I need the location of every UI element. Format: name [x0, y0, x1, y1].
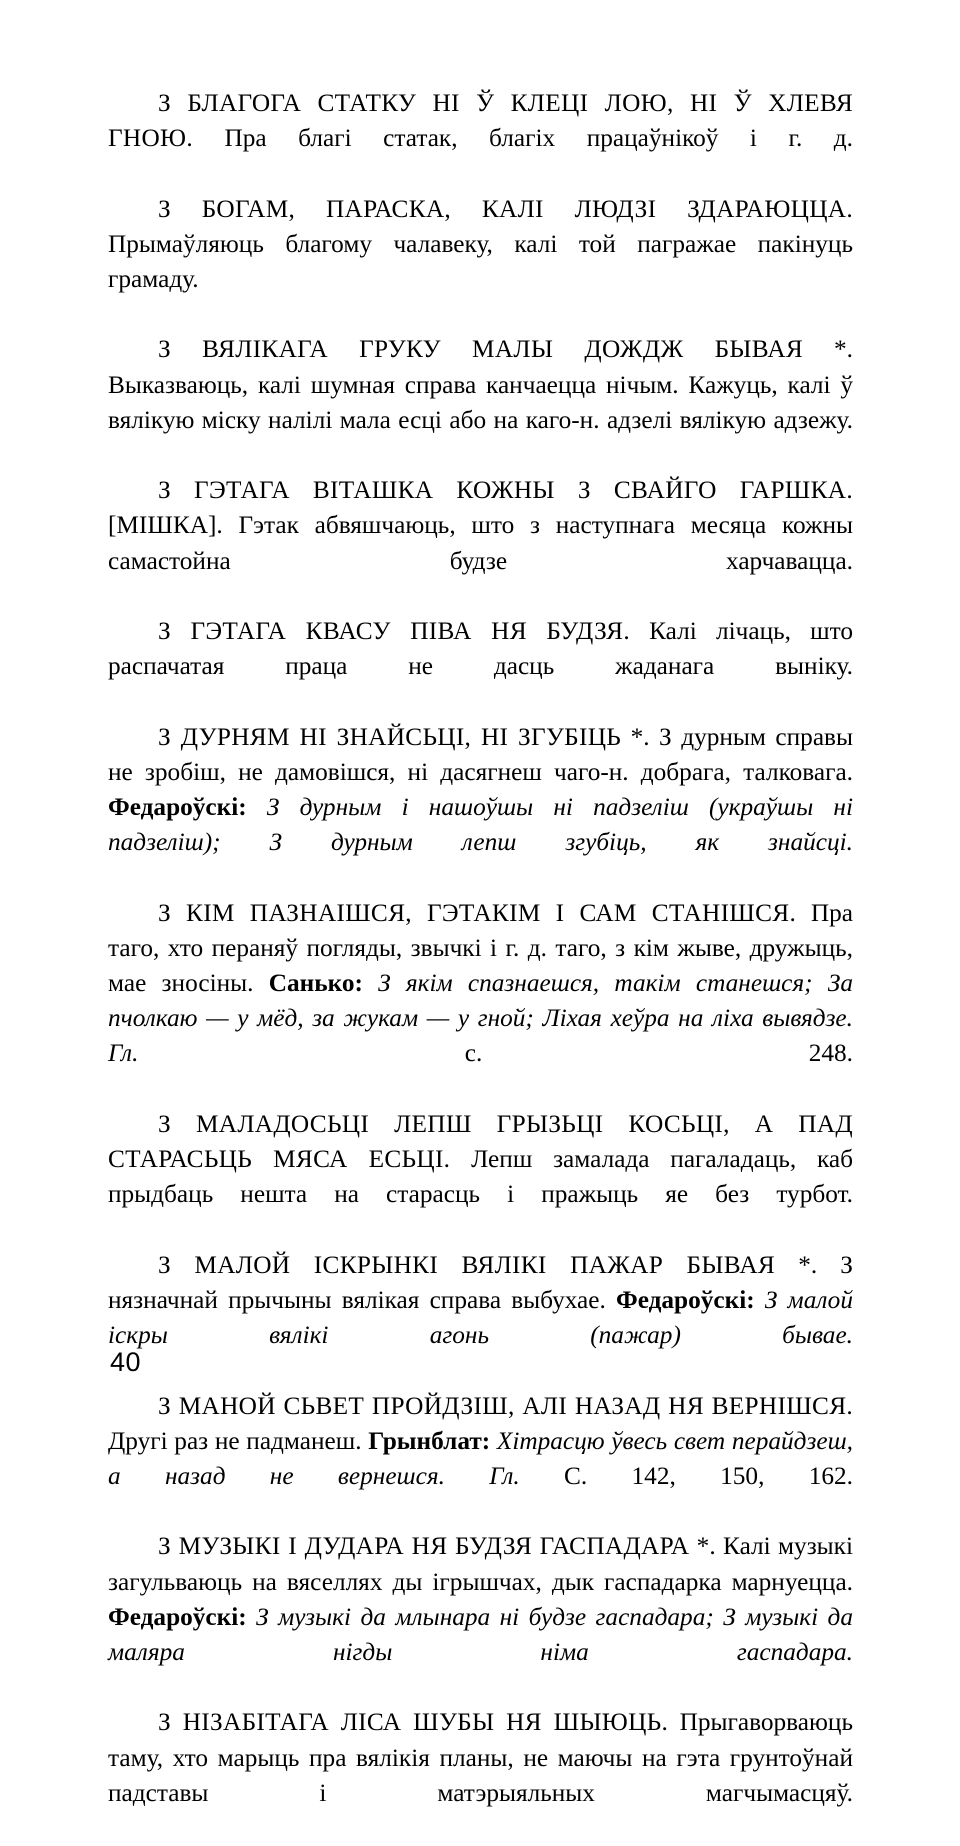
dictionary-entry	[108, 1705, 853, 1846]
entry-marker: *	[621, 722, 644, 751]
entry-gloss: . Выказваюць, калі шумная справа канчаецца нічым. Кажуць, калі ў вялікую міску налілі мала есці або на каго-н. адзелі вялікую адзежу.	[108, 335, 853, 434]
text-column	[108, 86, 853, 1846]
entry-source: Федароўскі:	[615, 1285, 755, 1314]
entry-gloss: Калі лічаць, што распачатая праца не дасць жаданага выніку.	[108, 617, 853, 681]
entry-source: Грынблат:	[368, 1426, 491, 1455]
entry-headword: З МУЗЫКІ І ДУДАРА НЯ БУДЗЯ ГАСПАДАРА	[158, 1532, 690, 1561]
entry-quote: З дурным і нашоўшы ні падзеліш (украўшы ні падзеліш); З дурным лепш згубіць, як знайсці.	[108, 793, 853, 857]
entry-gloss: Пра благі статак, благіх працаўнікоў і г. д.	[193, 124, 853, 153]
entry-headword: З МАЛОЙ ІСКРЫНКІ ВЯЛІКІ ПАЖАР БЫВАЯ	[158, 1250, 776, 1279]
entry-reference: С. 142, 150, 162.	[519, 1461, 853, 1490]
entry-gloss: . З нязначнай прычыны вялікая справа выбухае.	[108, 1250, 853, 1314]
entry-gloss: Прымаўляюць благому чалавеку, калі той пагражае пакінуць грамаду.	[108, 229, 853, 294]
entry-quote: З малой іскры вялікі агонь (пажар) бывае.	[108, 1285, 853, 1350]
entry-source: Федароўскі:	[108, 1602, 247, 1631]
dictionary-entry	[108, 86, 853, 192]
entry-quote: Хітрасцю ўвесь свет перайдзеш, а назад не вернешся. Гл.	[108, 1426, 853, 1490]
entry-headword: З МАНОЙ СЬВЕТ ПРОЙДЗІШ, АЛІ НАЗАД НЯ ВЕРНІШСЯ.	[158, 1391, 853, 1420]
dictionary-entry	[108, 614, 853, 720]
dictionary-entry	[108, 720, 853, 896]
dictionary-entry	[108, 1389, 853, 1530]
dictionary-entry	[108, 473, 853, 614]
dictionary-entry	[108, 896, 853, 1107]
dictionary-entry	[108, 192, 853, 333]
dictionary-entry	[108, 1248, 853, 1389]
entry-marker: *	[803, 335, 847, 364]
entry-quote: З музыкі да млынара ні будзе гаспадара; З музыкі да маляра нігды німа гаспадара.	[108, 1602, 853, 1666]
entry-gloss: Лепш замалада пагаладаць, каб прыдбаць нешта на старасць і пражыць яе без турбот.	[108, 1145, 853, 1209]
entry-headword: З МАЛАДОСЬЦІ ЛЕПШ ГРЫЗЬЦІ КОСЬЦІ, А ПАД СТАРАСЬЦЬ МЯСА ЕСЬЦІ.	[108, 1109, 853, 1174]
entry-gloss: . З дурным справы не зробіш, не дамовішся, ні дасягнеш чаго-н. добрага, талковага.	[108, 722, 853, 786]
dictionary-entry	[108, 332, 853, 473]
entry-marker: *	[775, 1250, 811, 1279]
entry-gloss: Другі раз не падманеш.	[108, 1426, 369, 1455]
entry-source: Санько:	[268, 969, 363, 998]
entry-marker: *	[689, 1532, 710, 1561]
dictionary-entry	[108, 1107, 853, 1248]
entry-reference: с. 248.	[138, 1039, 853, 1068]
entry-headword: З КІМ ПАЗНАІШСЯ, ГЭТАКІМ І САМ СТАНІШСЯ.	[158, 898, 797, 927]
entry-gloss: Прыгаворваюць таму, хто марыць пра вялікія планы, не маючы на гэта грунтоўнай падставы і матэрыяльных магчымасцяў.	[108, 1708, 853, 1807]
entry-headword: З ВЯЛІКАГА ГРУКУ МАЛЫ ДОЖДЖ БЫВАЯ	[158, 335, 804, 364]
page-number: 40	[110, 1347, 142, 1377]
dictionary-entry	[108, 1529, 853, 1705]
entry-headword: З ГЭТАГА КВАСУ ПІВА НЯ БУДЗЯ.	[158, 617, 630, 646]
entry-gloss: . Калі музыкі загульваюць на вяселлях ды ігрышчах, дык гаспадарка марнуецца.	[108, 1532, 854, 1596]
entry-headword: З БОГАМ, ПАРАСКА, КАЛІ ЛЮДЗІ ЗДАРАЮЦЦА.	[158, 194, 853, 223]
entry-headword: З ДУРНЯМ НІ ЗНАЙСЬЦІ, НІ ЗГУБІЦЬ	[158, 722, 622, 751]
entry-source: Федароўскі:	[108, 793, 247, 822]
entry-headword: З БЛАГОГА СТАТКУ НІ Ў КЛЕЦІ ЛОЮ, НІ Ў ХЛЕВЯ ГНОЮ.	[108, 89, 853, 153]
entry-gloss: Пра таго, хто пераняў погляды, звычкі і г. д. таго, з кім жыве, дружыць, мае зносіны.	[108, 898, 853, 998]
entry-gloss: [МІШКА]. Гэтак абвяшчаюць, што з наступнага месяца кожны самастойна будзе харчавацца.	[108, 511, 853, 575]
entry-quote: З якім спазнаешся, такім станешся; За пчолкаю — у мёд, за жукам — у гной; Ліхая хеўра на ліха вывядзе. Гл.	[108, 969, 853, 1068]
entry-headword: З НІЗАБІТАГА ЛІСА ШУБЫ НЯ ШЫЮЦЬ.	[158, 1708, 669, 1737]
entry-headword: З ГЭТАГА ВІТАШКА КОЖНЫ З СВАЙГО ГАРШКА.	[158, 476, 853, 505]
